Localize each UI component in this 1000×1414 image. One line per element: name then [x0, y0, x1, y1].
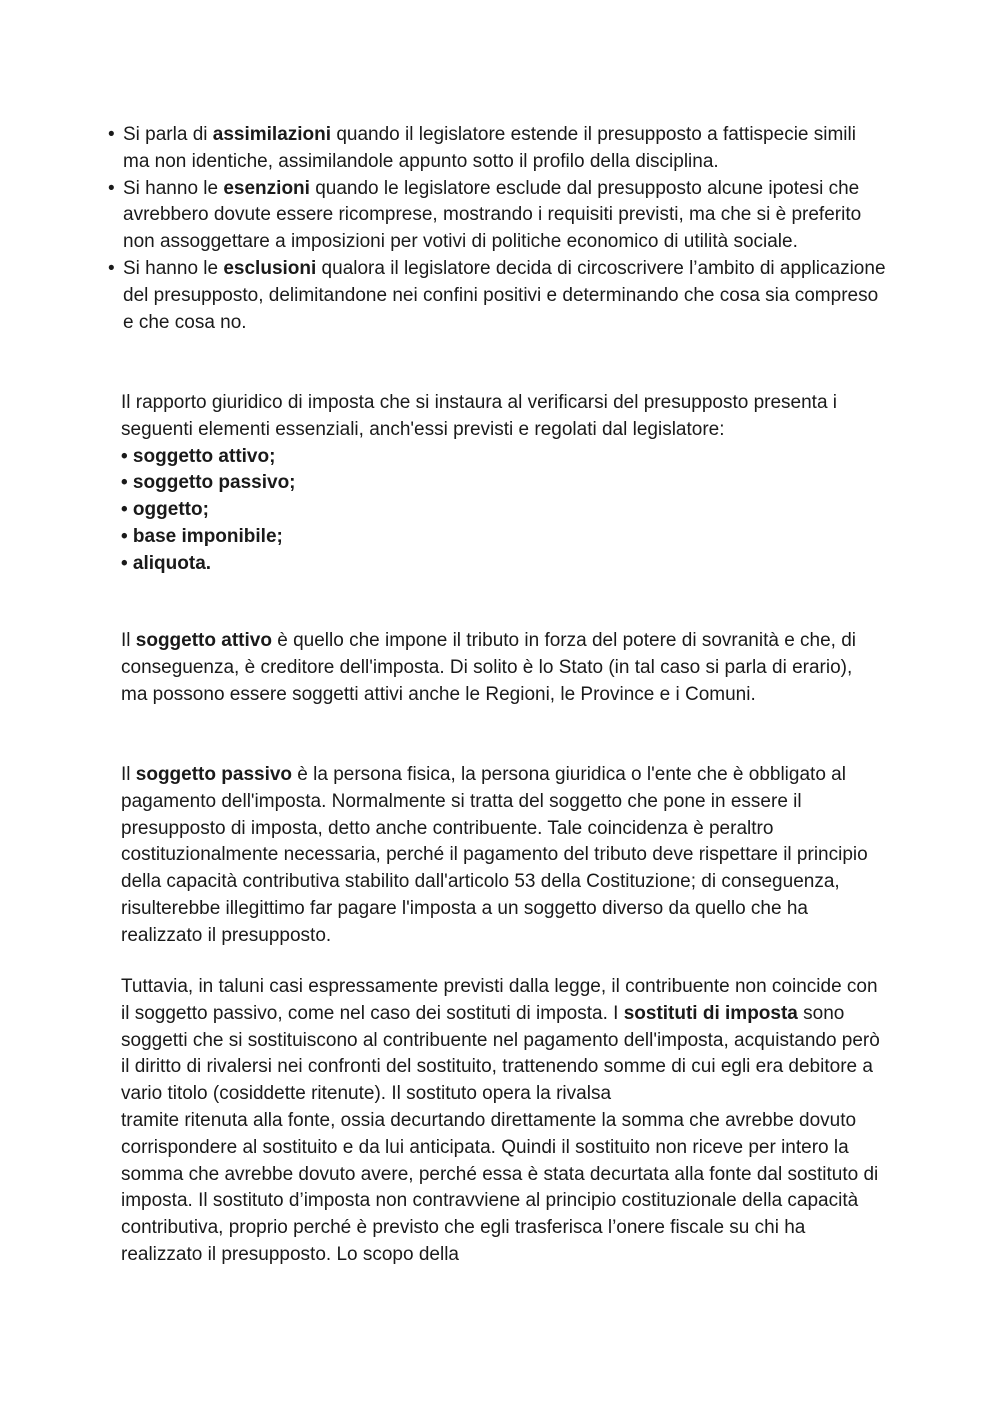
bullet-text [123, 122, 886, 176]
bullet-post: qualora il legislatore decida di circoscrivere l’ambito di applicazione del presupposto, delimitandone nei confini positivi e determinando che cosa sia compreso e che cosa no. [123, 257, 886, 333]
bullet-dot: • [108, 177, 115, 199]
term-esclusioni: esclusioni [223, 257, 317, 279]
soggetto-passivo-paragraph [121, 762, 881, 950]
element-item: • oggetto; [121, 499, 209, 521]
paragraph-continuation: tramite ritenuta alla fonte, ossia decurtando direttamente la somma che avrebbe dovuto corrispondere al sostituito e da lui anticipata. Quindi il sostituito non riceve per intero la somma che avrebbe dovuto avere, perché essa è stata decurtata alla fonte dal sostituto di imposta. Il sostituto d’imposta non contravviene al principio costituzionale della capacità contributiva, proprio perché è previsto che egli trasferisca l’onere fiscale su chi ha realizzato il presupposto. Lo scopo della [121, 1109, 879, 1265]
bullet-pre: Si hanno le [123, 257, 224, 279]
paragraph-post: è la persona fisica, la persona giuridica o l'ente che è obbligato al pagamento dell'imposta. Normalmente si tratta del soggetto che pone in essere il presupposto di imposta, detto anche contribuente. Tale coincidenza è peraltro costituzionalmente necessaria, perché il pagamento del tributo deve rispettare il principio della capacità contributiva stabilito dall'articolo 53 della Costituzione; di conseguenza, risulterebbe illegittimo far pagare l'imposta a un soggetto diverso da quello che ha realizzato il presupposto. [121, 764, 868, 946]
rapporto-section [121, 390, 881, 578]
bullet-assimilazioni [106, 122, 886, 176]
essential-elements-list [121, 444, 881, 578]
bullet-post: quando il legislatore estende il presupposto a fattispecie simili ma non identiche, assimilandole appunto sotto il profilo della disciplina. [123, 124, 856, 172]
term-assimilazioni: assimilazioni [212, 124, 332, 145]
paragraph-pre: Il [121, 764, 136, 785]
element-item: • aliquota. [121, 552, 212, 574]
bullet-esenzioni [106, 176, 886, 256]
bullet-dot: • [108, 257, 115, 279]
paragraph-pre: Il [121, 630, 136, 651]
sostituti-paragraph [121, 974, 881, 1269]
bullet-text [123, 256, 886, 336]
bullet-dot: • [108, 124, 115, 145]
paragraph-post: è quello che impone il tributo in forza del potere di sovranità e che, di conseguenza, è creditore dell'imposta. Di solito è lo Stato (in tal caso si parla di erario), ma possono essere soggetti attivi anche le Regioni, le Province e i Comuni. [121, 630, 857, 705]
paragraph-text [121, 974, 881, 1108]
bullet-post: quando le legislatore esclude dal presupposto alcune ipotesi che avrebbero dovute essere ricomprese, mostrando i requisiti previsti, ma che si è preferito non assoggettare a imposizioni per votivi di politiche economico di utilità sociale. [123, 177, 862, 253]
bullet-text [123, 176, 886, 256]
soggetto-attivo-paragraph [121, 628, 881, 708]
rapporto-intro: Il rapporto giuridico di imposta che si instaura al verificarsi del presupposto presenta i seguenti elementi essenziali, anch'essi previsti e regolati dal legislatore: [121, 392, 838, 440]
element-item: • base imponibile; [121, 525, 283, 547]
paragraph-text [121, 762, 881, 950]
bullet-pre: Si parla di [123, 124, 213, 145]
paragraph-pre: Tuttavia, in taluni casi espressamente previsti dalla legge, il contribuente non coincide con il soggetto passivo, come nel caso dei sostituti di imposta. I [121, 976, 878, 1024]
element-item: • soggetto passivo; [121, 472, 296, 494]
term-soggetto-passivo: soggetto passivo [135, 764, 293, 785]
term-sostituti-di-imposta: sostituti di imposta [623, 1002, 798, 1024]
term-soggetto-attivo: soggetto attivo [135, 630, 272, 651]
paragraph-post: sono soggetti che si sostituiscono al contribuente nel pagamento dell'imposta, acquistando però il diritto di rivalersi nei confronti del sostituito, trattenendo somme di cui egli era debitore a vario titolo (cosiddette ritenute). Il sostituto opera la rivalsa [121, 1002, 880, 1105]
bullet-esclusioni [106, 256, 886, 336]
element-item: • soggetto attivo; [121, 445, 276, 467]
bullet-pre: Si hanno le [123, 177, 224, 199]
paragraph-text [121, 628, 881, 708]
definitions-bullet-list [106, 122, 886, 336]
term-esenzioni: esenzioni [223, 177, 310, 199]
